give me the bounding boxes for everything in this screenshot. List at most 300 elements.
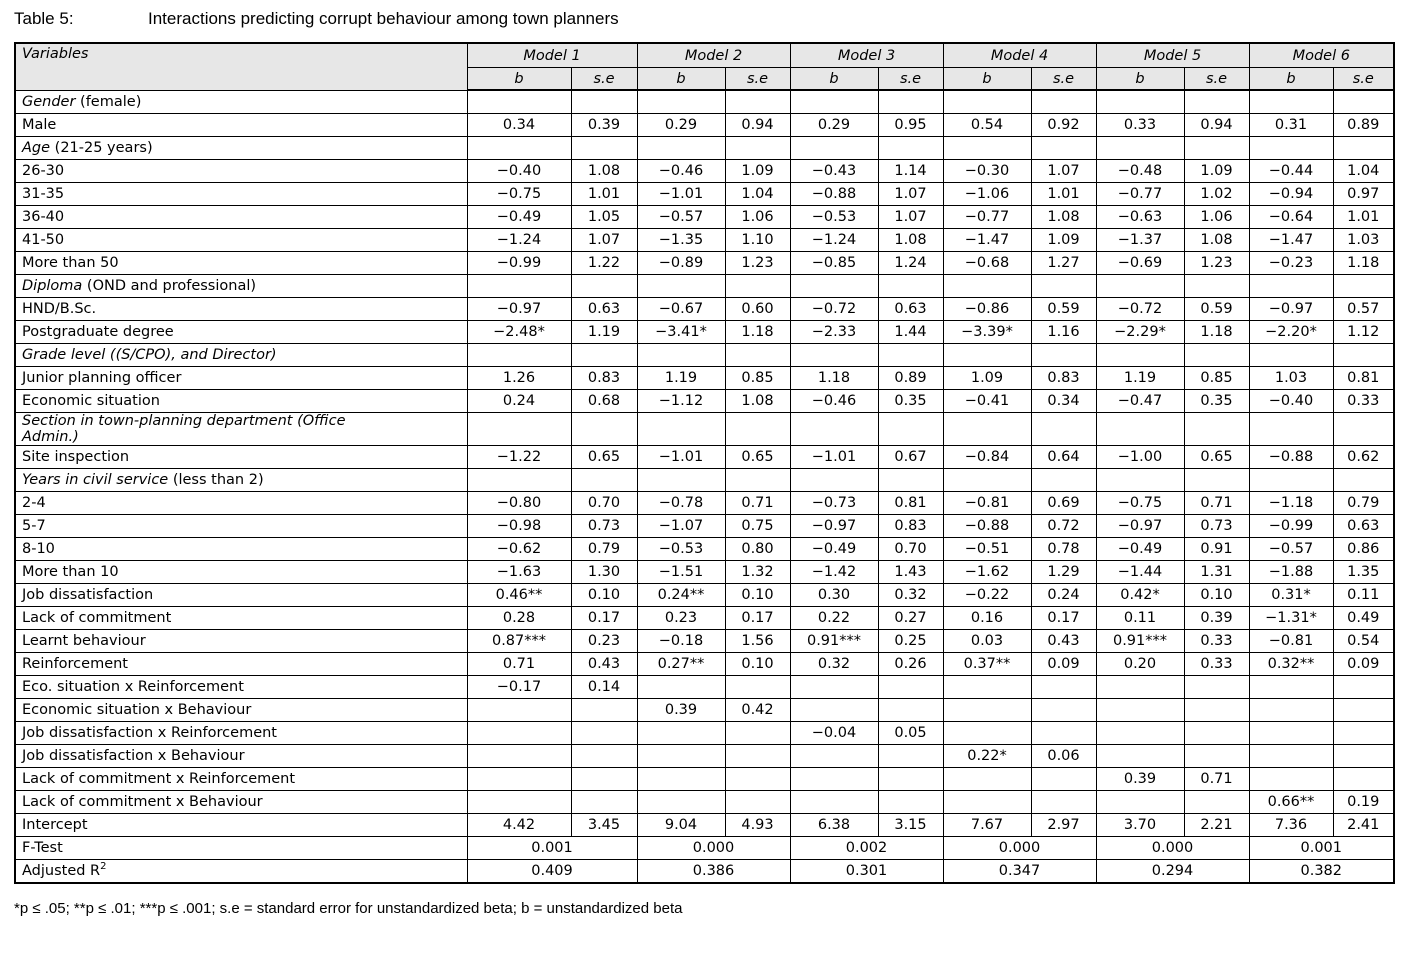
- cell-se-model-3: 0.95: [878, 114, 943, 137]
- cell-se-model-5: [1184, 469, 1249, 492]
- cell-b-model-2: 0.24**: [637, 584, 725, 607]
- cell-se-model-4: [1031, 90, 1096, 114]
- cell-b-model-2: −1.01: [637, 446, 725, 469]
- table-row: [15, 561, 1394, 584]
- cell-b-model-5: [1096, 676, 1184, 699]
- cell-se-model-3: [878, 791, 943, 814]
- cell-se-model-3: [878, 745, 943, 768]
- cell-se-model-3: 0.26: [878, 653, 943, 676]
- cell-b-model-5: [1096, 413, 1184, 446]
- cell-b-model-1: [467, 413, 571, 446]
- cell-b-model-3: [790, 676, 878, 699]
- cell-se-model-2: 1.08: [725, 390, 790, 413]
- cell-b-model-4: −0.84: [943, 446, 1031, 469]
- cell-b-model-1: 0.28: [467, 607, 571, 630]
- cell-se-model-5: [1184, 791, 1249, 814]
- cell-se-model-4: 1.27: [1031, 252, 1096, 275]
- cell-b-model-2: [637, 90, 725, 114]
- category-row: [15, 90, 1394, 114]
- cell-se-model-5: 1.02: [1184, 183, 1249, 206]
- cell-se-model-2: 0.42: [725, 699, 790, 722]
- cell-se-model-3: [878, 275, 943, 298]
- cell-se-model-2: 1.18: [725, 321, 790, 344]
- cell-se-model-5: 0.91: [1184, 538, 1249, 561]
- cell-se-model-4: 0.06: [1031, 745, 1096, 768]
- cell-b-model-1: 0.34: [467, 114, 571, 137]
- value-cell-model-3: 0.002: [790, 837, 943, 860]
- cell-se-model-2: 4.93: [725, 814, 790, 837]
- cell-b-model-4: −1.47: [943, 229, 1031, 252]
- table-row: [15, 630, 1394, 653]
- cell-b-model-2: [637, 275, 725, 298]
- cell-se-model-1: 0.63: [571, 298, 637, 321]
- column-header-model-1: Model 1: [467, 43, 637, 68]
- cell-b-model-5: −1.44: [1096, 561, 1184, 584]
- cell-b-model-6: [1249, 344, 1333, 367]
- cell-b-model-3: [790, 745, 878, 768]
- cell-b-model-2: [637, 469, 725, 492]
- cell-b-model-5: −2.29*: [1096, 321, 1184, 344]
- cell-se-model-5: 1.09: [1184, 160, 1249, 183]
- table-row: [15, 252, 1394, 275]
- cell-b-model-3: −1.24: [790, 229, 878, 252]
- cell-b-model-6: −2.20*: [1249, 321, 1333, 344]
- cell-se-model-5: 0.33: [1184, 653, 1249, 676]
- cell-se-model-4: 0.59: [1031, 298, 1096, 321]
- cell-b-model-5: [1096, 344, 1184, 367]
- cell-b-model-1: −1.22: [467, 446, 571, 469]
- row-label: Reinforcement: [15, 653, 467, 676]
- cell-b-model-1: 1.26: [467, 367, 571, 390]
- cell-se-model-1: [571, 699, 637, 722]
- cell-b-model-4: −0.68: [943, 252, 1031, 275]
- cell-b-model-5: −0.69: [1096, 252, 1184, 275]
- cell-b-model-3: −0.88: [790, 183, 878, 206]
- cell-b-model-6: 0.66**: [1249, 791, 1333, 814]
- row-label: 41-50: [15, 229, 467, 252]
- cell-se-model-4: 0.72: [1031, 515, 1096, 538]
- cell-b-model-2: [637, 676, 725, 699]
- row-label: 2-4: [15, 492, 467, 515]
- cell-b-model-6: −0.57: [1249, 538, 1333, 561]
- cell-b-model-3: [790, 413, 878, 446]
- cell-se-model-5: 1.23: [1184, 252, 1249, 275]
- table-row: [15, 653, 1394, 676]
- cell-b-model-3: −0.72: [790, 298, 878, 321]
- row-label: More than 50: [15, 252, 467, 275]
- cell-se-model-5: [1184, 275, 1249, 298]
- cell-se-model-6: [1333, 344, 1394, 367]
- cell-b-model-3: −1.01: [790, 446, 878, 469]
- cell-b-model-4: −0.30: [943, 160, 1031, 183]
- cell-se-model-6: [1333, 768, 1394, 791]
- cell-se-model-2: 1.10: [725, 229, 790, 252]
- cell-b-model-1: [467, 722, 571, 745]
- cell-se-model-3: 0.81: [878, 492, 943, 515]
- cell-b-model-3: 0.91***: [790, 630, 878, 653]
- cell-b-model-2: [637, 722, 725, 745]
- cell-se-model-5: 0.10: [1184, 584, 1249, 607]
- cell-se-model-5: [1184, 90, 1249, 114]
- cell-se-model-4: 0.43: [1031, 630, 1096, 653]
- cell-se-model-2: 1.06: [725, 206, 790, 229]
- cell-se-model-3: 0.27: [878, 607, 943, 630]
- cell-b-model-1: −0.97: [467, 298, 571, 321]
- value-cell-model-3: 0.301: [790, 860, 943, 884]
- cell-b-model-4: −1.06: [943, 183, 1031, 206]
- cell-se-model-3: 0.67: [878, 446, 943, 469]
- cell-se-model-2: 0.65: [725, 446, 790, 469]
- row-label: HND/B.Sc.: [15, 298, 467, 321]
- cell-b-model-4: 0.16: [943, 607, 1031, 630]
- cell-se-model-4: [1031, 469, 1096, 492]
- cell-b-model-5: [1096, 90, 1184, 114]
- column-header-model-3: Model 3: [790, 43, 943, 68]
- cell-b-model-3: −0.43: [790, 160, 878, 183]
- row-label: Junior planning officer: [15, 367, 467, 390]
- cell-se-model-3: [878, 90, 943, 114]
- cell-se-model-5: 0.39: [1184, 607, 1249, 630]
- cell-b-model-2: −0.67: [637, 298, 725, 321]
- cell-se-model-3: 0.05: [878, 722, 943, 745]
- cell-b-model-1: [467, 344, 571, 367]
- cell-b-model-6: [1249, 745, 1333, 768]
- cell-b-model-6: [1249, 722, 1333, 745]
- row-label: 36-40: [15, 206, 467, 229]
- cell-b-model-5: 3.70: [1096, 814, 1184, 837]
- cell-se-model-6: 0.54: [1333, 630, 1394, 653]
- cell-b-model-4: −0.51: [943, 538, 1031, 561]
- cell-b-model-2: −3.41*: [637, 321, 725, 344]
- table-row: [15, 538, 1394, 561]
- cell-se-model-6: [1333, 676, 1394, 699]
- cell-b-model-2: [637, 745, 725, 768]
- cell-se-model-2: [725, 90, 790, 114]
- cell-se-model-6: [1333, 722, 1394, 745]
- cell-se-model-2: [725, 469, 790, 492]
- cell-se-model-4: 0.34: [1031, 390, 1096, 413]
- cell-b-model-4: 7.67: [943, 814, 1031, 837]
- cell-se-model-3: [878, 768, 943, 791]
- cell-b-model-1: [467, 137, 571, 160]
- column-header-model-6: Model 6: [1249, 43, 1394, 68]
- subheader-b-model-6: b: [1249, 68, 1333, 91]
- cell-se-model-2: 0.71: [725, 492, 790, 515]
- cell-b-model-1: −2.48*: [467, 321, 571, 344]
- table-header: [15, 43, 1394, 90]
- cell-b-model-5: −0.72: [1096, 298, 1184, 321]
- cell-se-model-2: [725, 344, 790, 367]
- value-cell-model-6: 0.382: [1249, 860, 1394, 884]
- cell-b-model-6: 7.36: [1249, 814, 1333, 837]
- cell-se-model-1: [571, 413, 637, 446]
- cell-se-model-1: [571, 469, 637, 492]
- cell-se-model-2: [725, 768, 790, 791]
- cell-b-model-6: [1249, 768, 1333, 791]
- cell-b-model-5: 0.42*: [1096, 584, 1184, 607]
- regression-table: [14, 42, 1395, 884]
- cell-b-model-3: 0.32: [790, 653, 878, 676]
- cell-se-model-1: [571, 275, 637, 298]
- cell-se-model-3: 0.83: [878, 515, 943, 538]
- cell-se-model-1: 0.68: [571, 390, 637, 413]
- cell-se-model-6: [1333, 90, 1394, 114]
- row-label: Lack of commitment x Reinforcement: [15, 768, 467, 791]
- cell-se-model-1: [571, 791, 637, 814]
- cell-se-model-4: 0.83: [1031, 367, 1096, 390]
- cell-b-model-3: [790, 699, 878, 722]
- table-row: [15, 114, 1394, 137]
- cell-b-model-1: −1.24: [467, 229, 571, 252]
- cell-se-model-3: 1.43: [878, 561, 943, 584]
- cell-b-model-2: [637, 344, 725, 367]
- cell-se-model-4: 0.64: [1031, 446, 1096, 469]
- cell-b-model-5: [1096, 791, 1184, 814]
- cell-b-model-2: [637, 137, 725, 160]
- cell-se-model-3: 1.44: [878, 321, 943, 344]
- cell-se-model-1: 1.19: [571, 321, 637, 344]
- category-row: [15, 344, 1394, 367]
- cell-b-model-2: 0.39: [637, 699, 725, 722]
- cell-b-model-5: [1096, 275, 1184, 298]
- cell-b-model-2: 9.04: [637, 814, 725, 837]
- cell-se-model-6: 0.09: [1333, 653, 1394, 676]
- cell-se-model-4: [1031, 344, 1096, 367]
- cell-b-model-2: [637, 768, 725, 791]
- cell-b-model-1: −0.80: [467, 492, 571, 515]
- cell-b-model-2: −1.12: [637, 390, 725, 413]
- cell-b-model-2: −1.01: [637, 183, 725, 206]
- cell-b-model-4: 0.54: [943, 114, 1031, 137]
- table-row: [15, 814, 1394, 837]
- table-row: [15, 321, 1394, 344]
- row-label: Economic situation: [15, 390, 467, 413]
- cell-se-model-3: [878, 344, 943, 367]
- cell-b-model-4: −1.62: [943, 561, 1031, 584]
- table-number: Table 5:: [14, 9, 74, 28]
- cell-se-model-5: [1184, 676, 1249, 699]
- cell-b-model-3: −0.97: [790, 515, 878, 538]
- cell-b-model-5: −0.77: [1096, 183, 1184, 206]
- subheader-b-model-3: b: [790, 68, 878, 91]
- cell-se-model-6: 1.04: [1333, 160, 1394, 183]
- cell-b-model-6: −0.94: [1249, 183, 1333, 206]
- row-label: 26-30: [15, 160, 467, 183]
- cell-se-model-2: 1.23: [725, 252, 790, 275]
- cell-se-model-1: [571, 137, 637, 160]
- cell-b-model-5: 1.19: [1096, 367, 1184, 390]
- cell-b-model-1: 0.71: [467, 653, 571, 676]
- cell-se-model-3: [878, 137, 943, 160]
- cell-se-model-1: 1.07: [571, 229, 637, 252]
- cell-se-model-1: 0.70: [571, 492, 637, 515]
- row-label: Male: [15, 114, 467, 137]
- category-row: [15, 137, 1394, 160]
- cell-b-model-2: [637, 413, 725, 446]
- row-label: Lack of commitment: [15, 607, 467, 630]
- subheader-se-model-4: s.e: [1031, 68, 1096, 91]
- row-label: Section in town-planning department (Office Admin.): [15, 413, 467, 446]
- cell-se-model-1: 3.45: [571, 814, 637, 837]
- cell-b-model-4: 0.22*: [943, 745, 1031, 768]
- cell-b-model-6: −0.99: [1249, 515, 1333, 538]
- column-header-model-2: Model 2: [637, 43, 790, 68]
- cell-b-model-2: −0.53: [637, 538, 725, 561]
- cell-se-model-1: 0.79: [571, 538, 637, 561]
- cell-se-model-5: [1184, 722, 1249, 745]
- cell-se-model-5: 2.21: [1184, 814, 1249, 837]
- cell-b-model-6: 1.03: [1249, 367, 1333, 390]
- cell-b-model-6: [1249, 413, 1333, 446]
- cell-b-model-3: [790, 469, 878, 492]
- cell-se-model-3: 3.15: [878, 814, 943, 837]
- row-label: More than 10: [15, 561, 467, 584]
- cell-b-model-3: [790, 344, 878, 367]
- cell-se-model-4: 0.92: [1031, 114, 1096, 137]
- cell-se-model-1: 1.08: [571, 160, 637, 183]
- cell-b-model-1: −0.98: [467, 515, 571, 538]
- cell-se-model-5: 1.08: [1184, 229, 1249, 252]
- cell-b-model-3: −0.85: [790, 252, 878, 275]
- cell-se-model-3: 0.32: [878, 584, 943, 607]
- row-label: Years in civil service (less than 2): [15, 469, 467, 492]
- cell-se-model-4: [1031, 275, 1096, 298]
- value-cell-model-5: 0.294: [1096, 860, 1249, 884]
- row-label: Grade level ((S/CPO), and Director): [15, 344, 467, 367]
- cell-se-model-2: 0.80: [725, 538, 790, 561]
- cell-b-model-5: [1096, 722, 1184, 745]
- cell-se-model-6: 0.97: [1333, 183, 1394, 206]
- cell-se-model-4: [1031, 722, 1096, 745]
- cell-se-model-6: 0.11: [1333, 584, 1394, 607]
- cell-b-model-4: −0.77: [943, 206, 1031, 229]
- column-header-variables: Variables: [15, 43, 467, 90]
- table-row: [15, 584, 1394, 607]
- table-row: [15, 298, 1394, 321]
- cell-se-model-6: 1.12: [1333, 321, 1394, 344]
- cell-se-model-1: 0.14: [571, 676, 637, 699]
- cell-se-model-6: 2.41: [1333, 814, 1394, 837]
- cell-b-model-5: [1096, 699, 1184, 722]
- cell-b-model-6: −0.64: [1249, 206, 1333, 229]
- cell-b-model-3: −0.49: [790, 538, 878, 561]
- cell-b-model-3: −2.33: [790, 321, 878, 344]
- cell-b-model-1: [467, 275, 571, 298]
- cell-se-model-4: 0.78: [1031, 538, 1096, 561]
- category-row: [15, 275, 1394, 298]
- cell-se-model-2: [725, 275, 790, 298]
- cell-se-model-6: 0.89: [1333, 114, 1394, 137]
- cell-se-model-6: [1333, 699, 1394, 722]
- cell-se-model-5: 0.35: [1184, 390, 1249, 413]
- cell-b-model-5: −0.47: [1096, 390, 1184, 413]
- cell-se-model-2: 0.10: [725, 653, 790, 676]
- cell-se-model-3: 1.07: [878, 206, 943, 229]
- cell-b-model-5: 0.33: [1096, 114, 1184, 137]
- cell-se-model-5: 0.71: [1184, 768, 1249, 791]
- cell-b-model-2: −1.51: [637, 561, 725, 584]
- cell-b-model-3: −0.46: [790, 390, 878, 413]
- cell-b-model-3: 1.18: [790, 367, 878, 390]
- cell-se-model-2: [725, 722, 790, 745]
- cell-b-model-1: −1.63: [467, 561, 571, 584]
- subheader-b-model-5: b: [1096, 68, 1184, 91]
- table-row: [15, 160, 1394, 183]
- cell-se-model-5: 1.31: [1184, 561, 1249, 584]
- cell-b-model-1: −0.99: [467, 252, 571, 275]
- cell-se-model-2: 1.32: [725, 561, 790, 584]
- cell-b-model-4: [943, 699, 1031, 722]
- cell-se-model-6: 0.63: [1333, 515, 1394, 538]
- cell-b-model-1: [467, 90, 571, 114]
- table-row: [15, 837, 1394, 860]
- cell-b-model-4: [943, 90, 1031, 114]
- cell-se-model-2: 0.94: [725, 114, 790, 137]
- cell-b-model-1: [467, 791, 571, 814]
- cell-b-model-1: [467, 469, 571, 492]
- cell-b-model-5: −0.75: [1096, 492, 1184, 515]
- cell-b-model-4: −0.41: [943, 390, 1031, 413]
- cell-b-model-6: [1249, 137, 1333, 160]
- cell-b-model-6: [1249, 90, 1333, 114]
- cell-b-model-3: [790, 275, 878, 298]
- cell-se-model-6: [1333, 413, 1394, 446]
- cell-b-model-1: −0.49: [467, 206, 571, 229]
- cell-b-model-1: 0.87***: [467, 630, 571, 653]
- cell-b-model-2: −1.07: [637, 515, 725, 538]
- table-row: [15, 367, 1394, 390]
- cell-b-model-2: −1.35: [637, 229, 725, 252]
- cell-b-model-5: −1.37: [1096, 229, 1184, 252]
- cell-b-model-1: [467, 699, 571, 722]
- cell-se-model-5: 0.65: [1184, 446, 1249, 469]
- table-row: [15, 446, 1394, 469]
- cell-b-model-4: [943, 275, 1031, 298]
- cell-se-model-5: [1184, 137, 1249, 160]
- cell-se-model-4: 1.09: [1031, 229, 1096, 252]
- cell-se-model-4: 0.69: [1031, 492, 1096, 515]
- subheader-b-model-2: b: [637, 68, 725, 91]
- row-label: Diploma (OND and professional): [15, 275, 467, 298]
- row-label: Gender (female): [15, 90, 467, 114]
- cell-se-model-6: 0.62: [1333, 446, 1394, 469]
- value-cell-model-2: 0.386: [637, 860, 790, 884]
- cell-se-model-6: 1.18: [1333, 252, 1394, 275]
- cell-se-model-6: 0.86: [1333, 538, 1394, 561]
- cell-se-model-1: 0.10: [571, 584, 637, 607]
- cell-se-model-6: 1.35: [1333, 561, 1394, 584]
- cell-b-model-4: −0.86: [943, 298, 1031, 321]
- table-row: [15, 745, 1394, 768]
- cell-se-model-5: 1.18: [1184, 321, 1249, 344]
- cell-se-model-6: 0.81: [1333, 367, 1394, 390]
- cell-b-model-2: [637, 791, 725, 814]
- row-label: 5-7: [15, 515, 467, 538]
- cell-b-model-6: −0.88: [1249, 446, 1333, 469]
- cell-b-model-2: −0.46: [637, 160, 725, 183]
- cell-se-model-5: 0.59: [1184, 298, 1249, 321]
- cell-b-model-5: [1096, 745, 1184, 768]
- cell-se-model-3: 0.35: [878, 390, 943, 413]
- cell-b-model-3: −0.04: [790, 722, 878, 745]
- cell-se-model-5: [1184, 745, 1249, 768]
- row-label: Intercept: [15, 814, 467, 837]
- cell-b-model-3: 0.22: [790, 607, 878, 630]
- cell-b-model-4: 0.37**: [943, 653, 1031, 676]
- cell-se-model-1: 1.01: [571, 183, 637, 206]
- cell-b-model-6: −1.47: [1249, 229, 1333, 252]
- cell-se-model-5: [1184, 344, 1249, 367]
